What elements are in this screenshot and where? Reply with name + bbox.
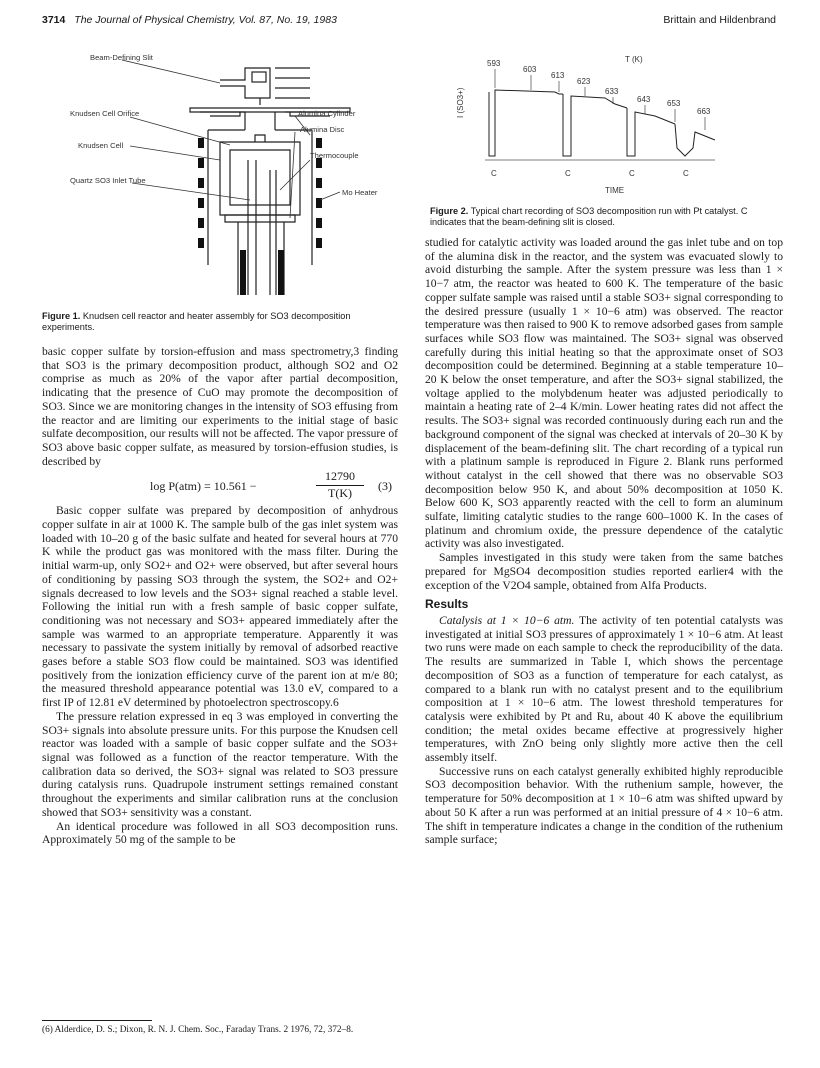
label-alumina-disc: Alumina Disc	[300, 125, 345, 134]
figure2-xlabel: TIME	[605, 186, 625, 195]
figure2-c-marker: C	[683, 169, 689, 178]
figure2-chart	[455, 48, 785, 206]
figure2-c-marker: C	[629, 169, 635, 178]
figure2-temp-label: 653	[667, 99, 681, 108]
figure2-temp-label: 643	[637, 95, 651, 104]
label-alumina-cylinder: Alumina Cylinder	[298, 109, 356, 118]
figure2-c-marker: C	[565, 169, 571, 178]
page-number: 3714	[42, 14, 66, 26]
footnote-6: (6) Alderdice, D. S.; Dixon, R. N. J. Chem. Soc., Faraday Trans. 2 1976, 72, 372–8.	[42, 1025, 354, 1035]
right-paragraph-3: The activity of ten potential catalysts was investigated at initial SO3 pressures of approximately 1 × 10−6 atm. At least two runs were made on each sample to check the reproducibility of the data. The results are summarized in Table I, which shows the percentage decomposition of SO3 as a function of temperature for each catalyst, as compared to a blank run with no catalyst present and to the equilibrium composition at 1 × 10−6 atm. The lowest threshold temperatures for catalysis were exhibited by Pt and Ru, about 40 K above the equilibrium condition; the metal oxides became effective at progressively higher temperatures, with ZnO being only slightly more active then the cell assembly itself.	[425, 613, 783, 765]
figure2-temp-label: 633	[605, 87, 619, 96]
left-paragraph-2: Basic copper sulfate was prepared by decomposition of anhydrous copper sulfate in air at 1000 K. The sample bulb of the gas inlet system was loaded with 10–20 g of the basic sulfate and heated for several hours at 770 K while the product gas was monitored with the mass filter. During the initial warm-up, only SO2+ and O2+ were observed, but after several hours of conditioning by passing SO3 through the system, the SO2+ and O2+ signals decreased to low levels and the SO3+ signal reached a stable level. Following the initial run with a fresh sample of basic copper sulfate, conditioning was not necessary and SO3+ appeared immediately after the sample was warmed to an appropriate temperature. Apparently it was necessary to passivate the system initially by removal of adsorbed reactive gases before a stable SO3 flow could be maintained. SO3 was identified positively from the ionization efficiency curve of the parent ion at m/e 80; the measured threshold appearance potential was 13.0 eV, compared to a first IP of 12.81 eV determined by photoelectron spectroscopy.6	[42, 504, 398, 710]
label-thermocouple: Thermocouple	[310, 151, 359, 160]
label-knudsen-cell: Knudsen Cell	[78, 141, 124, 150]
journal-title: The Journal of Physical Chemistry, Vol. 87, No. 19, 1983	[74, 14, 337, 26]
label-mo-heater: Mo Heater	[342, 188, 378, 197]
figure2-signal-trace	[489, 90, 563, 156]
equation-fraction	[316, 470, 364, 500]
figure2-signal-trace	[675, 124, 715, 156]
figure2-ylabel: I (SO3+)	[456, 87, 465, 118]
footnote-block	[42, 1020, 398, 1036]
figure2-signal-trace	[627, 108, 675, 156]
figure1-caption	[42, 311, 394, 333]
running-authors: Brittain and Hildenbrand	[663, 14, 776, 26]
right-paragraph-4: Successive runs on each catalyst generally exhibited highly reproducible SO3 decomposition behavior. With the ruthenium sample, however, the temperature for 50% decomposition at 1 × 10−6 atm was shifted upward by about 50 K after a run was performed at an initial pressure of 4 × 10−6 atm. The shift in temperature indicates a change in the condition of the ruthenium sample surface;	[425, 764, 783, 847]
right-paragraph-2: Samples investigated in this study were taken from the same batches prepared for MgSO4 decomposition studies reported earlier4 with the exception of the V2O4 sample, obtained from Alfa Products.	[425, 551, 783, 592]
figure2-temp-label: 623	[577, 77, 591, 86]
label-knudsen-orifice: Knudsen Cell Orifice	[70, 109, 140, 118]
results-subheading: Catalysis at 1 × 10−6 atm.	[439, 613, 575, 627]
footnote-rule	[42, 1020, 152, 1021]
left-paragraph-4: An identical procedure was followed in all SO3 decomposition runs. Approximately 50 mg of the sample to be	[42, 819, 398, 847]
equation-lhs: log P(atm) = 10.561 −	[150, 479, 257, 494]
figure2-temp-label: 593	[487, 59, 501, 68]
left-column	[42, 345, 398, 847]
label-slit: Beam-Defining Slit	[90, 53, 153, 62]
figure2-temp-label: 663	[697, 107, 711, 116]
figure1-caption-label: Figure 1.	[42, 311, 81, 321]
running-header	[42, 14, 776, 28]
figure2-caption-label: Figure 2.	[430, 206, 469, 216]
figure2-temp-label: 603	[523, 65, 537, 74]
section-heading-results: Results	[425, 597, 469, 612]
figure2-c-marker: C	[491, 169, 497, 178]
figure2-caption	[430, 206, 780, 228]
figure2-temp-label: 613	[551, 71, 565, 80]
right-column	[425, 236, 783, 847]
figure1-caption-text: Knudsen cell reactor and heater assembly for SO3 decomposition experiments.	[42, 311, 351, 332]
equation-number: (3)	[378, 479, 392, 494]
figure2-temp-unit: T (K)	[625, 55, 643, 64]
figure2-caption-text: Typical chart recording of SO3 decomposition run with Pt catalyst. C indicates that the beam-defining slit is closed.	[430, 206, 748, 227]
figure2-signal-trace	[563, 94, 627, 156]
left-paragraph-3: The pressure relation expressed in eq 3 was employed in converting the SO3+ signals into absolute pressure units. For this purpose the Knudsen cell reactor was loaded with a sample of basic copper sulfate and the SO3+ signal was followed as a function of the reactor temperature. With the calibration data so derived, the SO3+ signal was related to SO3 pressure during catalysis runs. Quadrupole instrument settings remained constant throughout the experiments and similar calibration runs at the conclusion showed that SO3+ sensitivity was a constant.	[42, 709, 398, 819]
figure1-drawing	[70, 50, 400, 295]
label-inlet-tube: Quartz SO3 Inlet Tube	[70, 176, 146, 185]
equation-denominator: T(K)	[328, 486, 352, 501]
left-paragraph-1: basic copper sulfate by torsion-effusion and mass spectrometry,3 finding that SO3 is the primary decomposition product, although SO2 and O2 comprise as much as 20% of the vapor after partial decomposition, indicating that the presence of CuO may promote the decomposition of SO3. Since we are monitoring changes in the intensity of SO3 effusing from the reactor and are limiting our experiments to the initial stage of basic sulfate decomposition, our results will not be affected. The vapor pressure of SO3 above basic copper sulfate, as measured by torsion-effusion studies, is described by	[42, 345, 398, 468]
equation-numerator: 12790	[316, 470, 364, 486]
equation-3	[42, 468, 398, 504]
right-paragraph-1: studied for catalytic activity was loaded around the gas inlet tube and on top of the alumina disk in the reactor, and the system was evacuated slowly to avoid disturbing the sample. After the system pressure was less than 1 × 10−7 atm, the reactor was heated to 600 K. The temperature of the basic copper sulfate sample was raised until a stable SO3+ signal corresponding to the desired pressure (usually 1 × 10−6 atm) was observed. The reactor temperature was then raised to 900 K to remove adsorbed gases from sample surfaces while SO3 flow was maintained. The SO3+ signal was observed carefully during this initial heating so that the approximate onset of SO3 decomposition could be determined. Beginning at a stable temperature 10–20 K below the onset temperature, and after the SO3+ signal stabilized, the voltage applied to the molybdenum heater was adjusted periodically to maintain a heating rate of 2–4 K/min. Lower heating rates did not affect the results. The SO3+ signal was recorded continuously during each run and the background component of the signal was checked at intervals of 20–30 K by displacement of the beam-defining slit. The chart recording of a typical run with a platinum sample is reproduced in Figure 2. Blank runs performed without catalyst in the cell showed that there was no observable SO3 decomposition below 950 K, and about 50% decomposition at 1050 K. Below 600 K, SO3 apparently reacted with the cell to form an aluminum sulfate, limiting catalytic studies to the range 600–1000 K. In the cases of platinum and chromium oxide, the pressure dependence of the catalytic activity was also investigated.	[425, 236, 783, 551]
